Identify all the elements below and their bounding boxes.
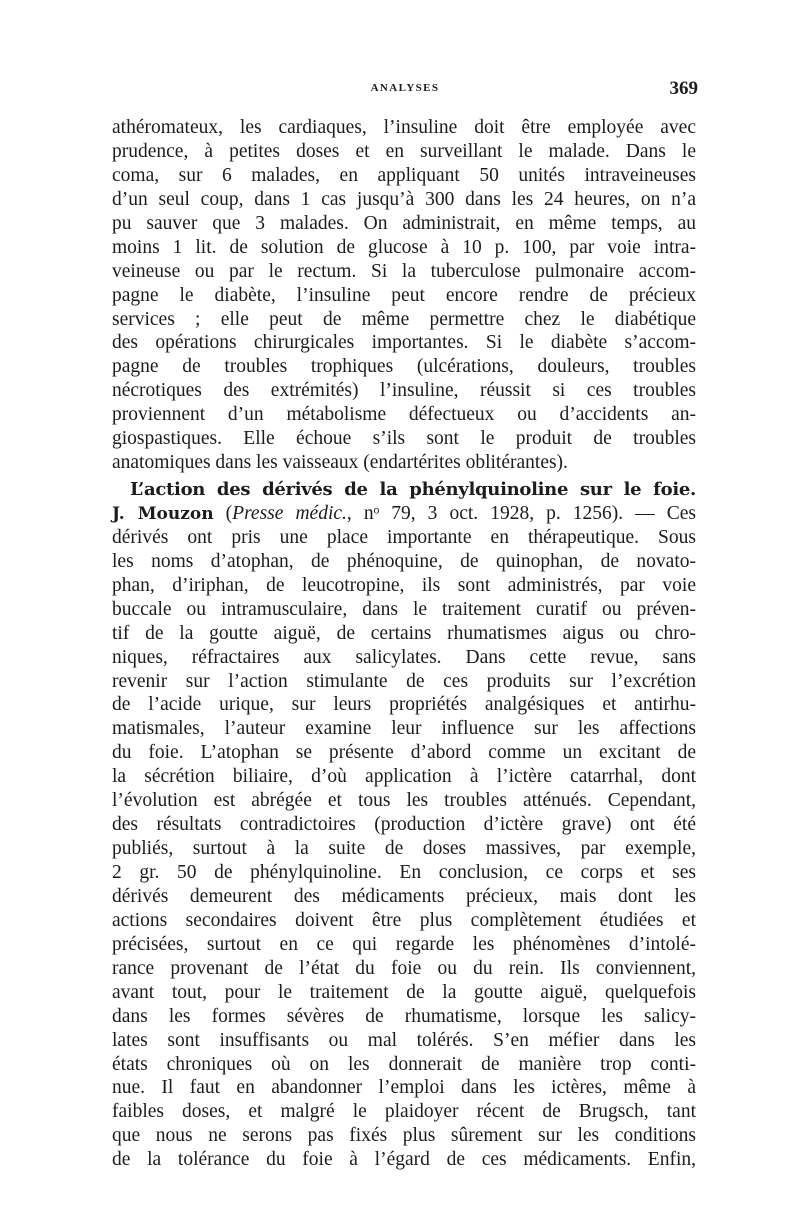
- text-line: nécrotiques des extrémités) l’insuline, réussit si ces troubles: [112, 380, 696, 402]
- text-line: la sécrétion biliaire, d’où application à l’ictère catarrhal, dont: [112, 766, 696, 788]
- text-line: états chroniques où on les donnerait de manière trop conti-: [112, 1053, 696, 1075]
- source-details: , nᵒ 79, 3 oct. 1928, p. 1256).: [346, 502, 624, 524]
- text-line: de l’acide urique, sur leurs propriétés analgésiques et antirhu-: [112, 694, 696, 716]
- article-paragraph: [112, 478, 696, 1172]
- article-author: J. Mouzon: [112, 503, 214, 524]
- text-line: veineuse ou par le rectum. Si la tuberculose pulmonaire accom-: [112, 260, 696, 282]
- text-line: l’évolution est abrégée et tous les troubles atténués. Cependant,: [112, 790, 696, 812]
- text-line: dans les formes sévères de rhumatisme, lorsque les salicy-: [112, 1005, 696, 1027]
- text-line: coma, sur 6 malades, en appliquant 50 unités intraveineuses: [112, 164, 696, 186]
- text-line: anatomiques dans les vaisseaux (endartérites oblitérantes).: [112, 452, 568, 474]
- source-open: (: [225, 502, 233, 524]
- text-line: d’un seul coup, dans 1 cas jusqu’à 300 dans les 24 heures, on n’a: [112, 188, 696, 210]
- running-head: [112, 78, 698, 102]
- text-line: dérivés ont pris une place importante en thérapeutique. Sous: [112, 526, 696, 548]
- text-line: des opérations chirurgicales importantes. Si le diabète s’accom-: [112, 332, 696, 354]
- paragraph-continued: [112, 116, 696, 475]
- source-journal: Presse médic.: [232, 502, 347, 524]
- article-citation-line: [112, 502, 696, 526]
- text-line: services ; elle peut de même permettre chez le diabétique: [112, 308, 696, 330]
- text-line: niques, réfractaires aux salicylates. Dans cette revue, sans: [112, 646, 696, 668]
- text-line: dérivés demeurent des médicaments précieux, mais dont les: [112, 885, 696, 907]
- text-line: lates sont insuffisants ou mal tolérés. S’en méfier dans les: [112, 1029, 696, 1051]
- text-line: de la tolérance du foie à l’égard de ces médicaments. Enfin,: [112, 1149, 696, 1171]
- text-line: du foie. L’atophan se présente d’abord comme un excitant de: [112, 742, 696, 764]
- text-line: prudence, à petites doses et en surveillant le malade. Dans le: [112, 140, 696, 162]
- text-line: actions secondaires doivent être plus complètement étudiées et: [112, 909, 696, 931]
- text-line: nue. Il faut en abandonner l’emploi dans les ictères, même à: [112, 1077, 696, 1099]
- text-line: buccale ou intramusculaire, dans le traitement curatif ou préven-: [112, 598, 696, 620]
- text-line: giospastiques. Elle échoue s’ils sont le produit de troubles: [112, 428, 696, 450]
- text-line: pagne de troubles trophiques (ulcérations, douleurs, troubles: [112, 356, 696, 378]
- text-line: athéromateux, les cardiaques, l’insuline doit être employée avec: [112, 117, 696, 138]
- page-number: 369: [669, 78, 698, 99]
- text-line: revenir sur l’action stimulante de ces produits sur l’excrétion: [112, 670, 696, 692]
- text-line: 2 gr. 50 de phénylquinoline. En conclusion, ce corps et ses: [112, 862, 696, 883]
- text-line: précisées, surtout en ce qui regarde les phénomènes d’intolé-: [112, 933, 696, 955]
- text-line: rance provenant de l’état du foie ou du rein. Ils conviennent,: [112, 957, 696, 979]
- text-line: les noms d’atophan, de phénoquine, de quinophan, de novato-: [112, 550, 696, 572]
- text-line: des résultats contradictoires (production d’ictère grave) ont été: [112, 814, 696, 836]
- text-line: moins 1 lit. de solution de glucose à 10 p. 100, par voie intra-: [112, 236, 696, 258]
- text-line: matismales, l’auteur examine leur influence sur les affections: [112, 718, 696, 740]
- running-title: ANALYSES: [370, 82, 440, 94]
- text-line: que nous ne serons pas fixés plus sûrement sur les conditions: [112, 1125, 696, 1147]
- text-line: pu sauver que 3 malades. On administrait, en même temps, au: [112, 212, 696, 234]
- text-line: pagne le diabète, l’insuline peut encore rendre de précieux: [112, 284, 696, 306]
- text-line: avant tout, pour le traitement de la goutte aiguë, quelquefois: [112, 981, 696, 1003]
- text-line: proviennent d’un métabolisme défectueux ou d’accidents an-: [112, 404, 696, 426]
- text-line: phan, d’iriphan, de leucotropine, ils sont administrés, par voie: [112, 574, 696, 596]
- article-title: L’action des dérivés de la phénylquinoline sur le foie.: [130, 479, 696, 500]
- text-line: publiés, surtout à la suite de doses massives, par exemple,: [112, 838, 696, 860]
- text-line: faibles doses, et malgré le plaidoyer récent de Brugsch, tant: [112, 1101, 696, 1123]
- article-title-line: [112, 478, 696, 502]
- text-line: tif de la goutte aiguë, de certains rhumatismes aigus ou chro-: [112, 622, 696, 644]
- first-line-rest: — Ces: [623, 502, 697, 524]
